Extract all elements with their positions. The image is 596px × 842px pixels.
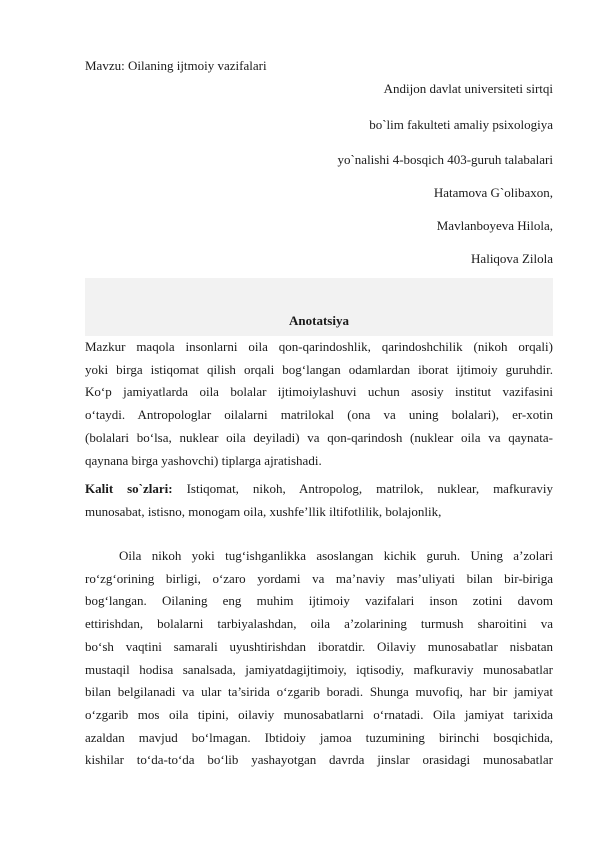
author-name: Hatamova G`olibaxon, (433, 185, 553, 200)
body-paragraph (85, 545, 553, 772)
author-info-line: bo`lim fakulteti amaliy psixologiya (369, 117, 553, 132)
body-line: o‘zgarib mos oila tipini, oilaviy munosabatlarni o‘rnatadi. Oila jamiyat tarixida (85, 706, 553, 722)
author-info-line: Andijon davlat universiteti sirtqi (383, 81, 553, 96)
body-line: bilan belgilanadi va ular ta’sirida o‘zgarib boradi. Shunga muvofiq, har bir jamiyat (85, 684, 553, 700)
abstract-line: qaynana birga yashovchi) tiplarga ajratishadi. (85, 452, 322, 468)
body-line: bo‘sh vaqtini samarali uyushtirishdan iboratdir. Oilaviy munosabatlar nisbatan (85, 638, 553, 654)
body-line: ettirishdan, bolalarni tarbiyalashdan, oila a’zolarining turmush sharoitini va (85, 616, 553, 632)
abstract-line: Ko‘p jamiyatlarda oila bolalar ijtimoiylashuvi uchun asosiy institut vazifasini (85, 384, 553, 400)
body-line: mustaqil hodisa sanalsada, jamiyatdagijtimoiy, iqtisodiy, mafkuraviy munosabatlar (85, 661, 553, 677)
abstract-title: Anotatsiya (289, 313, 349, 328)
keywords-line: munosabat, istisno, monogam oila, xushfe’llik iltifotlilik, bolajonlik, (85, 503, 442, 519)
abstract-line: o‘taydi. Antropologlar oilalarni matrilokal (ona va uning bolalari), er-xotin (85, 407, 553, 423)
body-line: azaldan mavjud bo‘lmagan. Ibtidoiy jamoa tuzumining birinchi bosqichida, (85, 729, 553, 745)
keywords-line (85, 478, 553, 501)
keywords-list: Istiqomat, nikoh, Antropolog, matrilok, nuklear, mafkuraviy (172, 481, 553, 496)
body-line: kishilar to‘da-to‘da bo‘lib yashayotgan davrda jinslar orasidagi munosabatlar (85, 752, 553, 768)
author-name: Haliqova Zilola (471, 251, 553, 266)
abstract-line: (bolalari bo‘lsa, nuklear oila deyiladi) va qon-qarindosh (nuklear oila va qaynata- (85, 429, 553, 445)
body-line: bog‘langan. Oilaning eng muhim ijtimoiy vazifalari inson zotini davom (85, 593, 553, 609)
topic-title: Mavzu: Oilaning ijtmoiy vazifalari (85, 58, 267, 73)
keywords-label: Kalit so`zlari: (85, 481, 173, 496)
keywords-paragraph (85, 478, 553, 523)
author-info-line: yo`nalishi 4-bosqich 403-guruh talabalari (337, 152, 553, 167)
body-line: ro‘zg‘orining birligi, o‘zaro yordami va ma’naviy mas’uliyati bilan bir-biriga (85, 570, 553, 586)
abstract-paragraph (85, 336, 553, 472)
body-line: Oila nikoh yoki tug‘ishganlikka asoslangan kichik guruh. Uning a’zolari (119, 548, 553, 563)
abstract-line: Mazkur maqola insonlarni oila qon-qarindoshlik, qarindoshchilik (nikoh orqali) (85, 339, 553, 354)
abstract-line: yoki birga istiqomat qilish orqali bog‘langan odamlardan iborat ijtimoiy guruhdir. (85, 361, 553, 377)
author-name: Mavlanboyeva Hilola, (436, 218, 553, 233)
